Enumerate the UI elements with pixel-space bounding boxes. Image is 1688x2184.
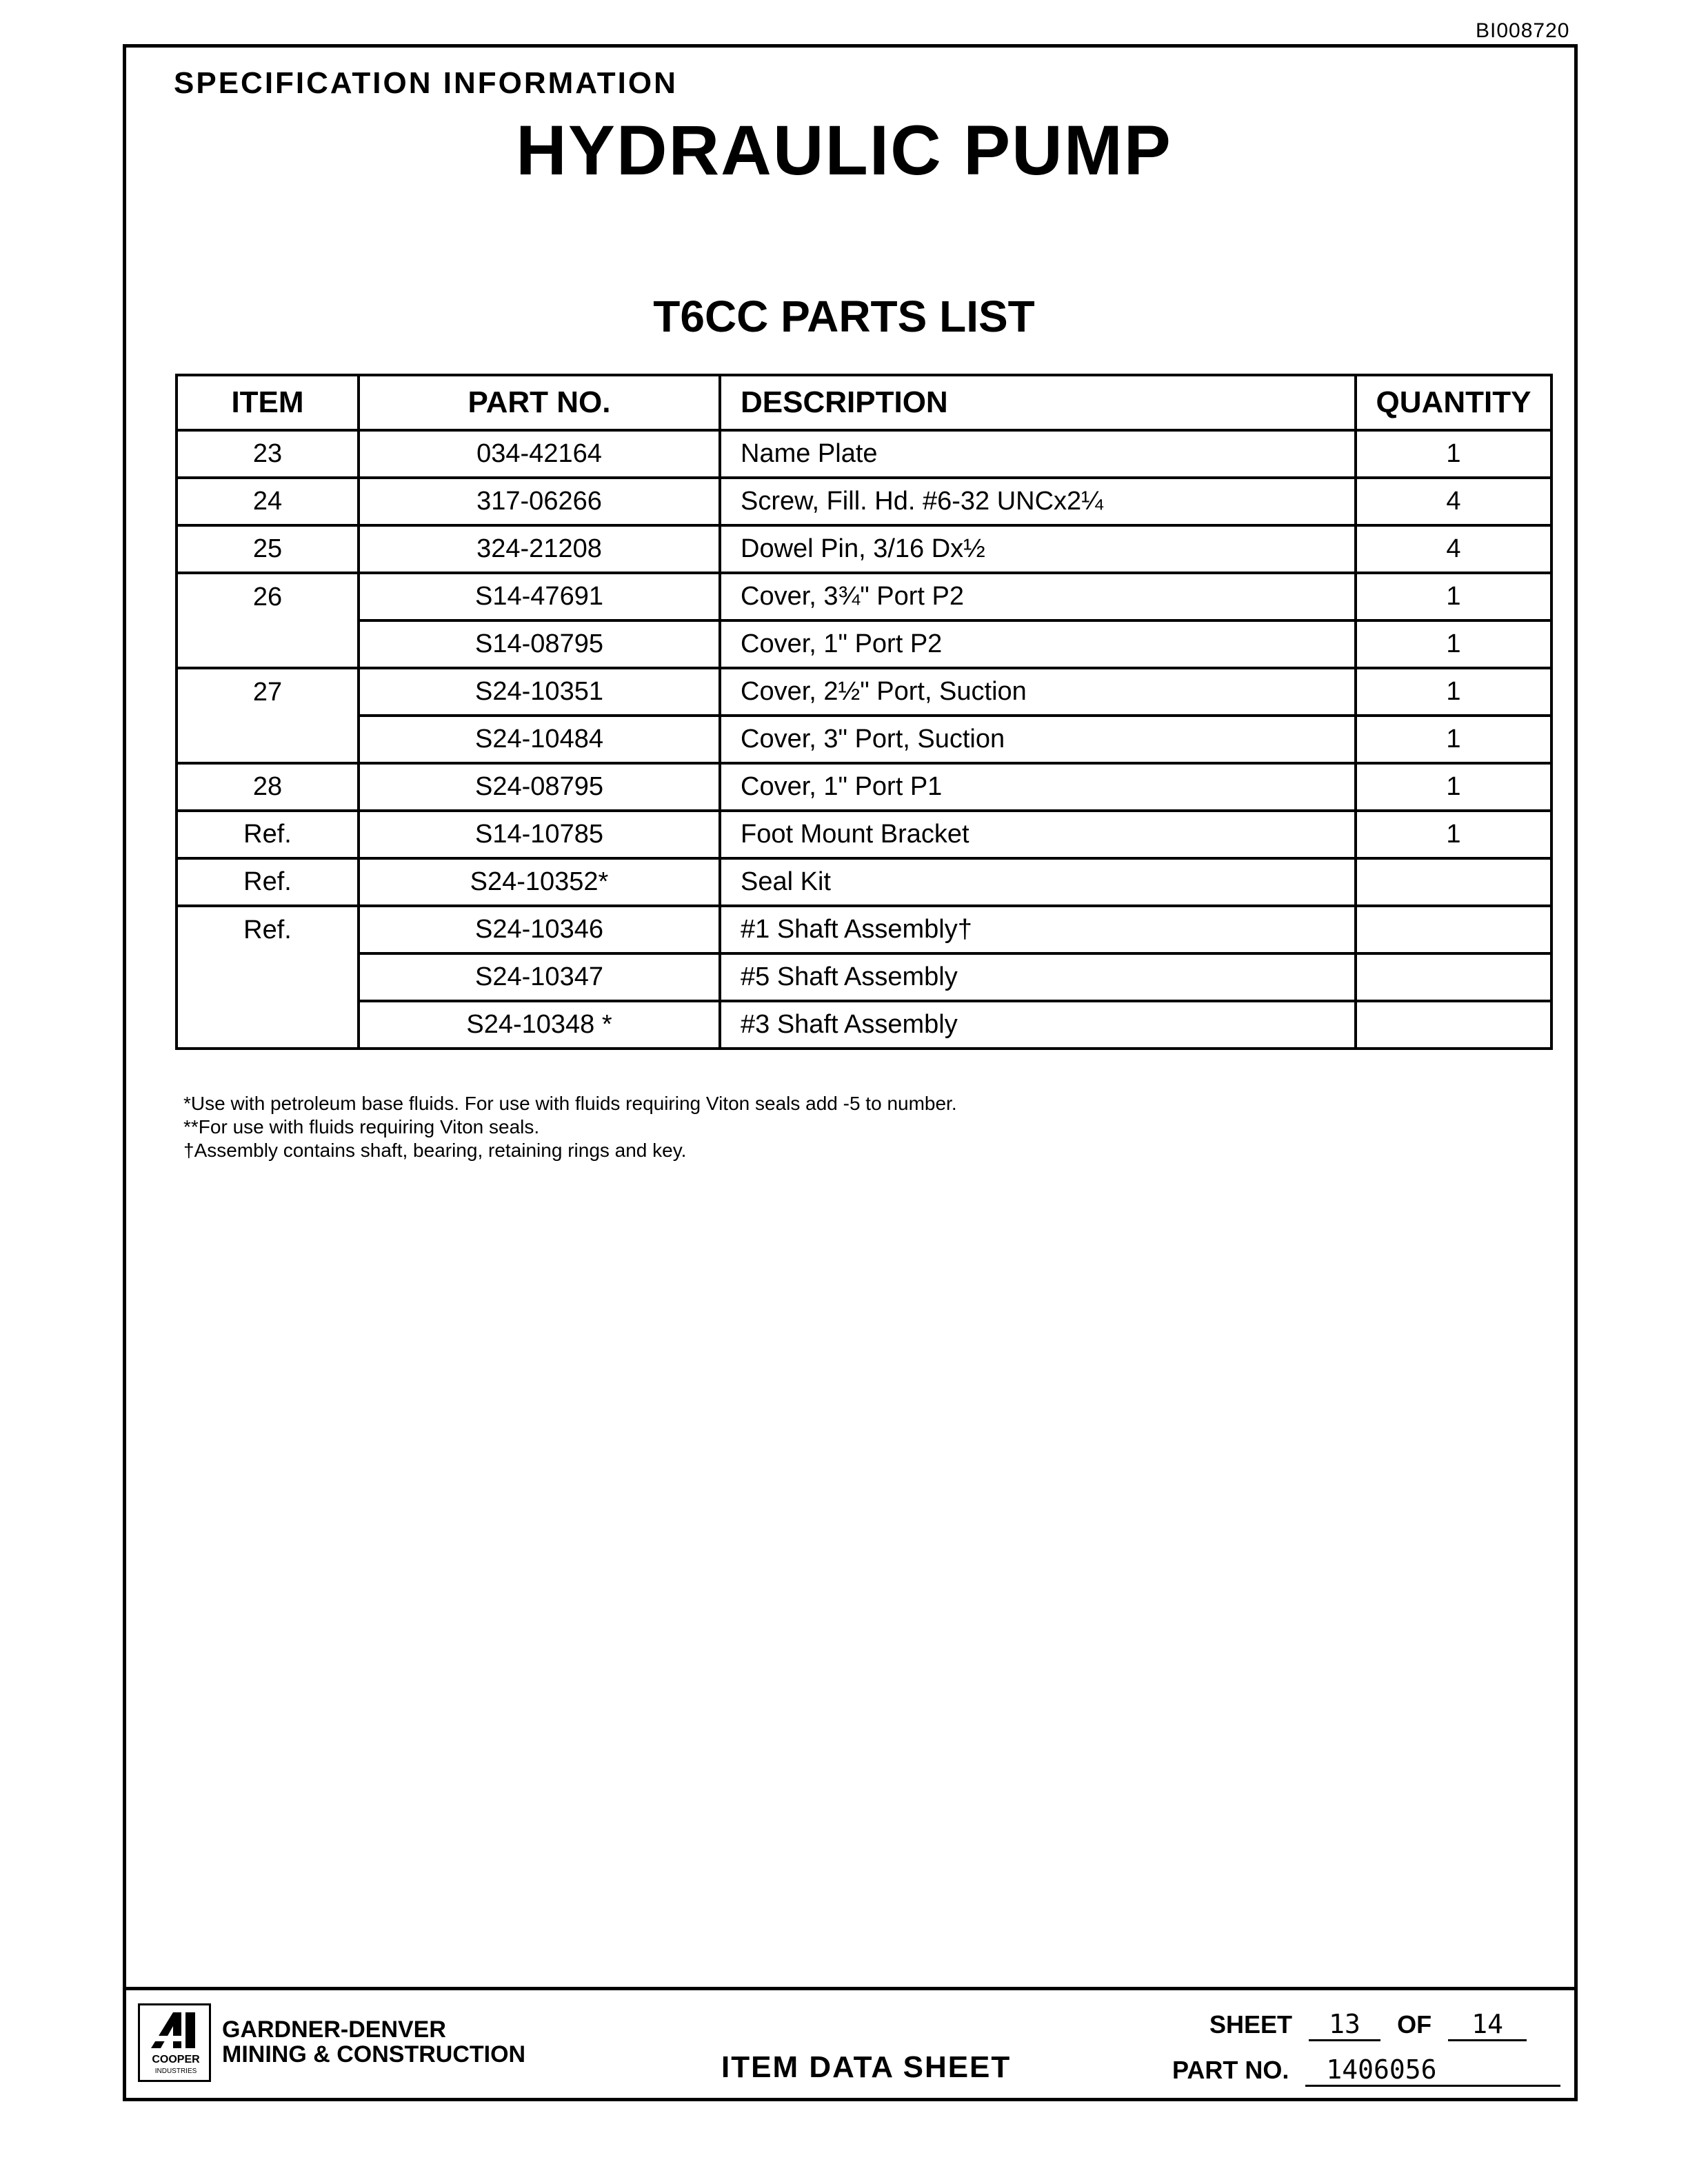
page-title: HYDRAULIC PUMP <box>516 111 1172 190</box>
cell-part-no: 317-06266 <box>359 478 720 525</box>
cell-part-no: S24-10352* <box>359 858 720 906</box>
company-name-line2: MINING & CONSTRUCTION <box>222 2041 526 2067</box>
column-header-item: ITEM <box>177 375 359 430</box>
cell-description: Seal Kit <box>720 858 1356 906</box>
cell-part-no: S14-08795 <box>359 620 720 668</box>
column-header-description: DESCRIPTION <box>720 375 1356 430</box>
cell-description: Name Plate <box>720 430 1356 478</box>
cell-part-no: S24-10347 <box>359 953 720 1001</box>
cell-quantity: 1 <box>1356 430 1551 478</box>
parts-list-title: T6CC PARTS LIST <box>653 292 1035 341</box>
spec-info-label: SPECIFICATION INFORMATION <box>174 66 678 100</box>
table-row <box>177 763 1551 811</box>
sheet-number: 13 <box>1309 2009 1380 2041</box>
cell-part-no: S24-10484 <box>359 716 720 763</box>
table-row <box>177 716 1551 763</box>
table-row <box>177 620 1551 668</box>
cell-description: Screw, Fill. Hd. #6-32 UNCx2¼ <box>720 478 1356 525</box>
cell-quantity <box>1356 906 1551 953</box>
table-row <box>177 1001 1551 1049</box>
column-header-quantity: QUANTITY <box>1356 375 1551 430</box>
cell-item: 25 <box>177 525 359 573</box>
cell-description: Cover, 2½" Port, Suction <box>720 668 1356 716</box>
cell-quantity: 1 <box>1356 668 1551 716</box>
part-no-label: PART NO. <box>1172 2056 1289 2084</box>
cell-quantity <box>1356 1001 1551 1049</box>
cell-item: 23 <box>177 430 359 478</box>
table-row <box>177 953 1551 1001</box>
logo-industries-text: INDUSTRIES <box>154 2067 197 2075</box>
cell-item: Ref. <box>177 811 359 858</box>
cell-quantity: 4 <box>1356 478 1551 525</box>
cell-quantity <box>1356 858 1551 906</box>
table-header-row <box>177 375 1551 430</box>
company-name-line1: GARDNER-DENVER <box>222 2016 446 2043</box>
cell-item <box>177 953 359 1001</box>
logo-emblem-icon <box>150 2010 202 2051</box>
document-type: ITEM DATA SHEET <box>721 2050 1012 2084</box>
cell-quantity: 1 <box>1356 716 1551 763</box>
cell-description: Cover, 1" Port P2 <box>720 620 1356 668</box>
cell-item: 26 <box>177 573 359 620</box>
cell-part-no: S24-10346 <box>359 906 720 953</box>
logo-mark-icon <box>150 2010 202 2059</box>
company-logo <box>138 2003 211 2082</box>
sheet-total: 14 <box>1448 2009 1527 2041</box>
cell-item <box>177 1001 359 1049</box>
cell-part-no: S24-08795 <box>359 763 720 811</box>
cell-quantity: 1 <box>1356 620 1551 668</box>
part-number-info <box>1172 2054 1560 2087</box>
table-row <box>177 906 1551 953</box>
footnote: **For use with fluids requiring Viton seals. <box>183 1116 540 1138</box>
sheet-label: SHEET <box>1209 2010 1293 2039</box>
cell-part-no: S24-10351 <box>359 668 720 716</box>
cell-description: Foot Mount Bracket <box>720 811 1356 858</box>
table-row <box>177 668 1551 716</box>
cell-part-no: S24-10348 * <box>359 1001 720 1049</box>
column-header-part-no: PART NO. <box>359 375 720 430</box>
cell-description: #1 Shaft Assembly† <box>720 906 1356 953</box>
cell-item <box>177 716 359 763</box>
cell-item: Ref. <box>177 906 359 953</box>
table-row <box>177 858 1551 906</box>
footnote: †Assembly contains shaft, bearing, retaining rings and key. <box>183 1140 687 1161</box>
of-label: OF <box>1397 2010 1432 2039</box>
cell-description: Cover, 3" Port, Suction <box>720 716 1356 763</box>
cell-description: #5 Shaft Assembly <box>720 953 1356 1001</box>
cell-quantity <box>1356 953 1551 1001</box>
table-row <box>177 573 1551 620</box>
cell-item: 27 <box>177 668 359 716</box>
parts-table <box>175 374 1553 1050</box>
cell-quantity: 1 <box>1356 573 1551 620</box>
footnote: *Use with petroleum base fluids. For use with fluids requiring Viton seals add -5 to number. <box>183 1093 957 1114</box>
cell-item <box>177 620 359 668</box>
logo-cooper-text: COOPER <box>152 2054 200 2065</box>
cell-item: Ref. <box>177 858 359 906</box>
cell-quantity: 1 <box>1356 811 1551 858</box>
page-frame <box>123 44 1578 2101</box>
cell-part-no: S14-47691 <box>359 573 720 620</box>
company-name <box>222 2017 525 2067</box>
cell-description: Cover, 3¾" Port P2 <box>720 573 1356 620</box>
document-id: BI008720 <box>1476 19 1570 42</box>
cell-description: Cover, 1" Port P1 <box>720 763 1356 811</box>
cell-part-no: S14-10785 <box>359 811 720 858</box>
cell-item: 24 <box>177 478 359 525</box>
table-row <box>177 811 1551 858</box>
table-row <box>177 430 1551 478</box>
cell-description: #3 Shaft Assembly <box>720 1001 1356 1049</box>
cell-quantity: 4 <box>1356 525 1551 573</box>
cell-part-no: 034-42164 <box>359 430 720 478</box>
part-no-value: 1406056 <box>1305 2054 1560 2087</box>
cell-part-no: 324-21208 <box>359 525 720 573</box>
footnotes <box>183 1092 957 1162</box>
footer-divider <box>123 1987 1578 1990</box>
table-row <box>177 525 1551 573</box>
cell-description: Dowel Pin, 3/16 Dx½ <box>720 525 1356 573</box>
cell-item: 28 <box>177 763 359 811</box>
sheet-info <box>1209 2009 1527 2041</box>
cell-quantity: 1 <box>1356 763 1551 811</box>
table-row <box>177 478 1551 525</box>
